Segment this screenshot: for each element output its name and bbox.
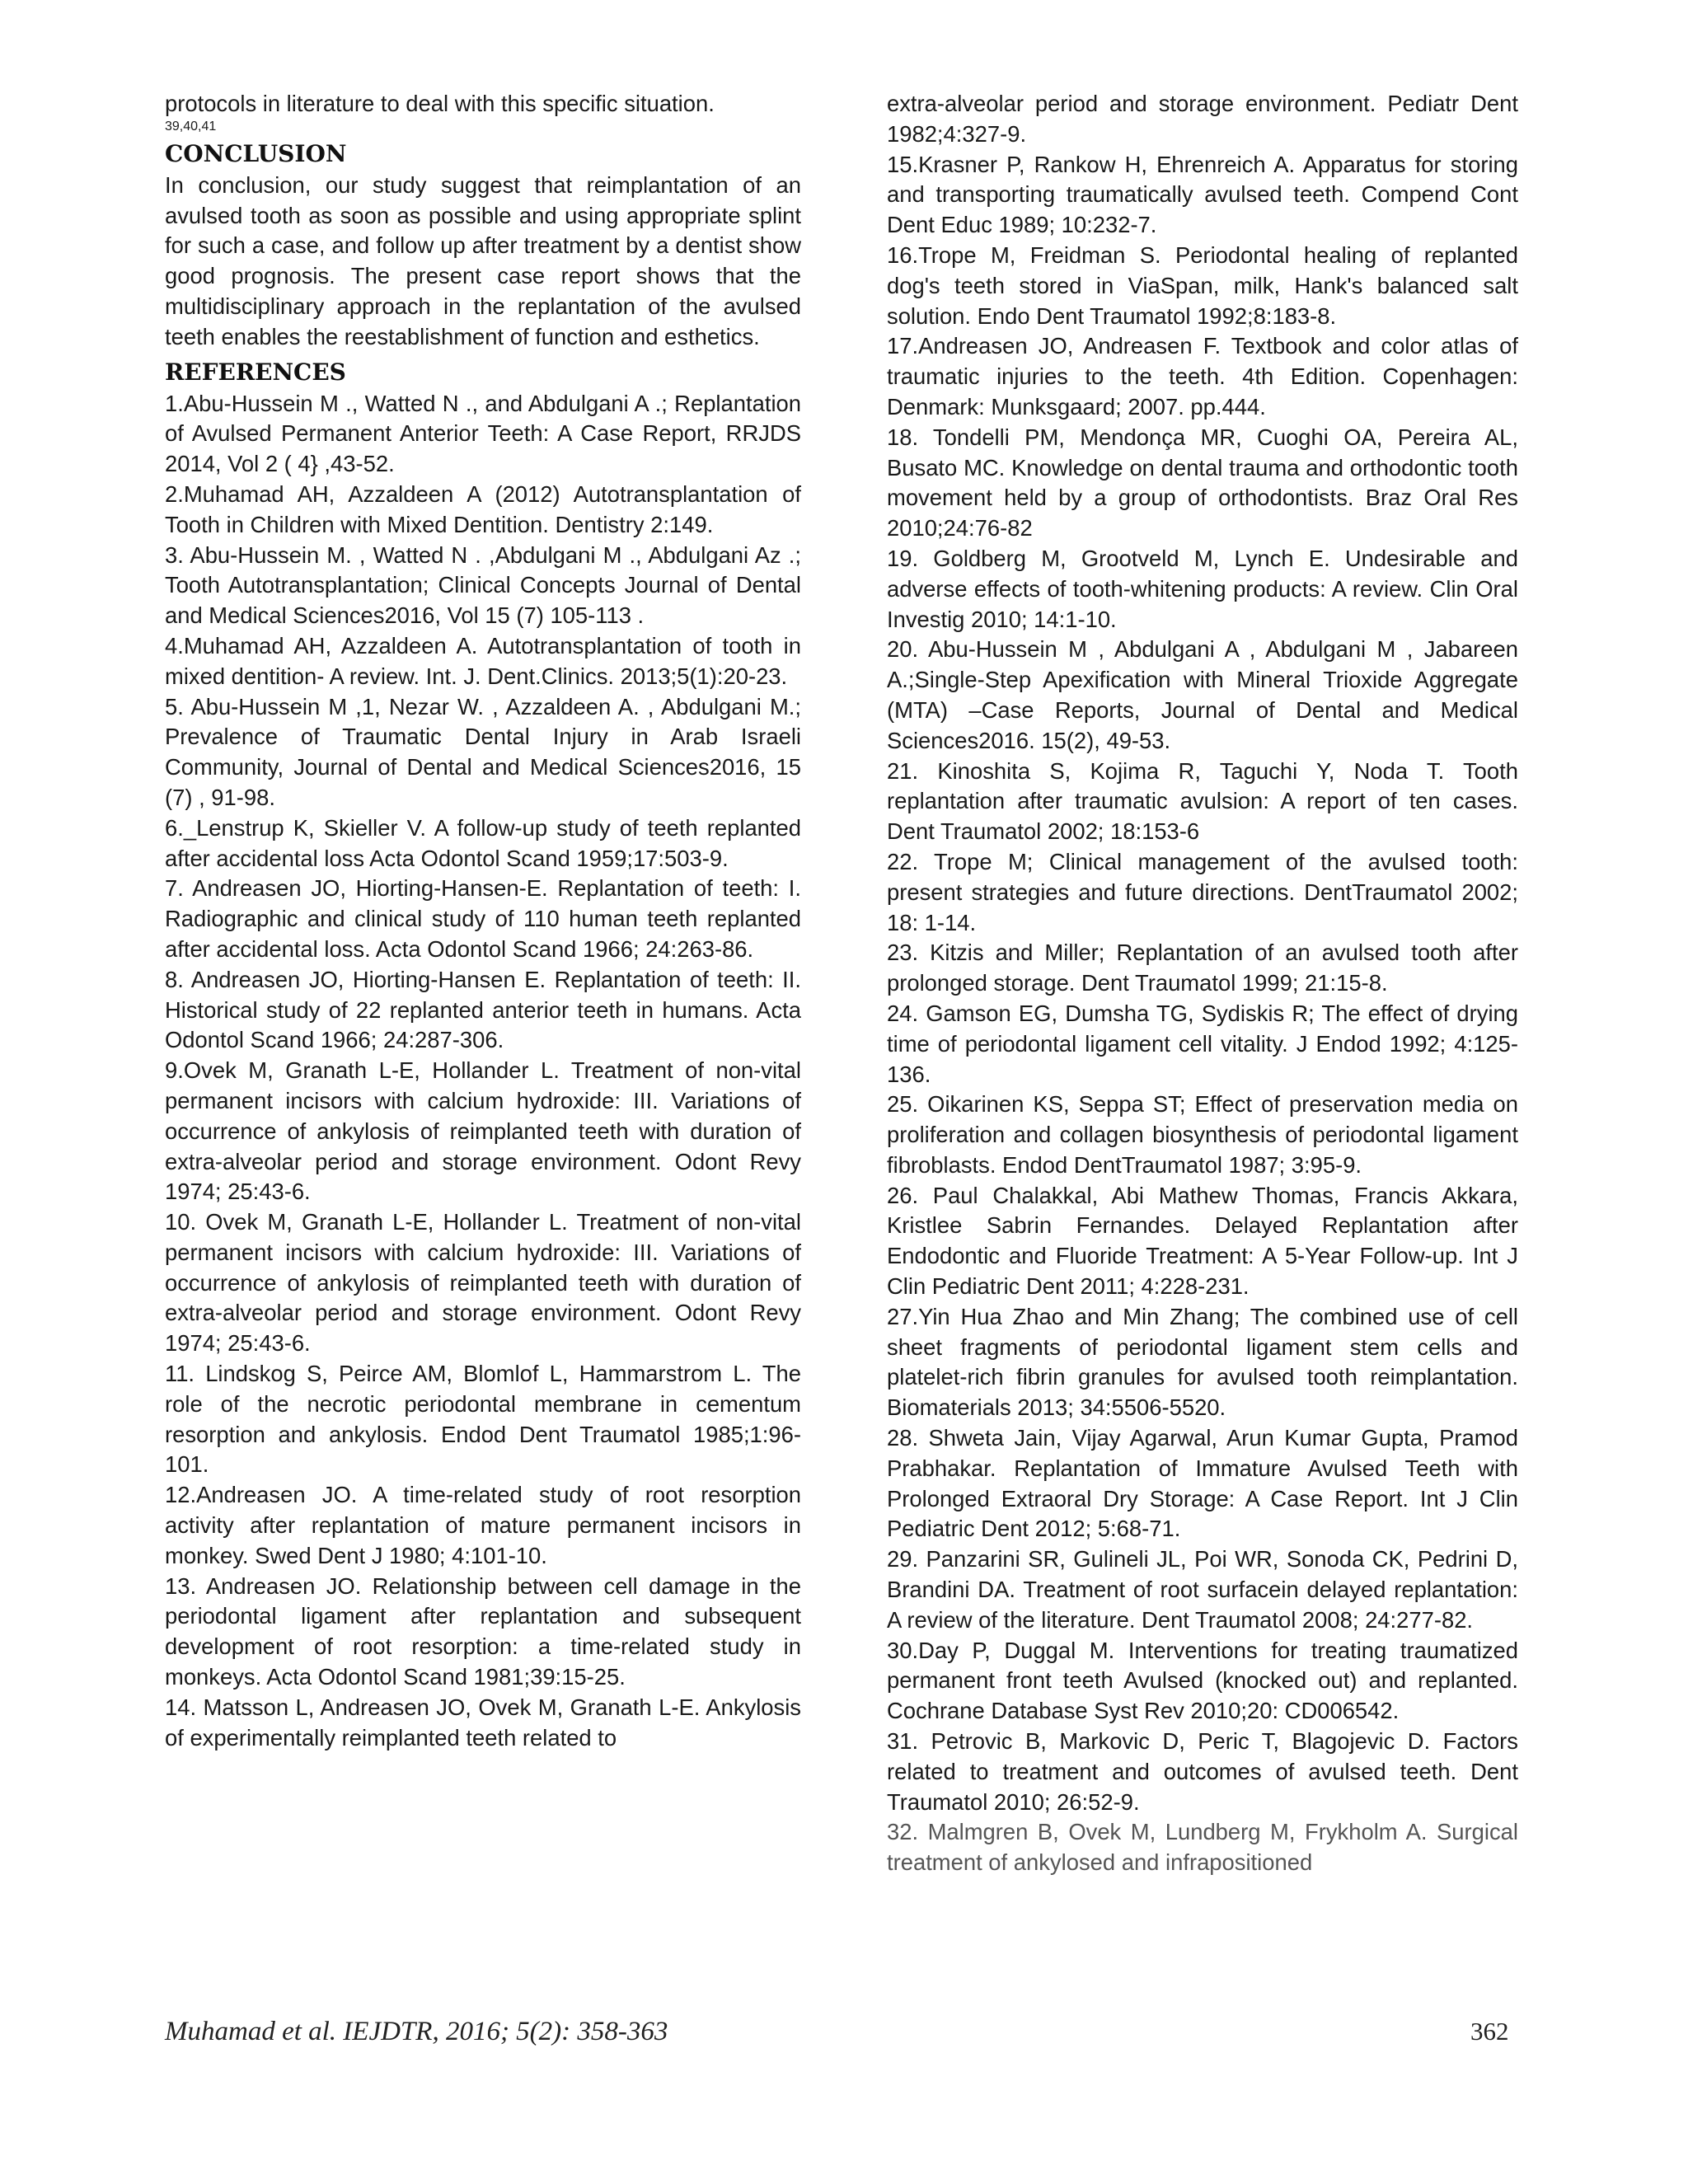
reference-item: 7. Andreasen JO, Hiorting-Hansen-E. Replantation of teeth: I. Radiographic and clinical study of 110 human teeth replanted after accidental loss. Acta Odontol Scand 1966; 24:263-86.	[165, 875, 801, 962]
right-column	[887, 89, 1518, 1878]
reference-item: extra-alveolar period and storage environment. Pediatr Dent 1982;4:327-9.	[887, 91, 1518, 147]
reference-item: 23. Kitzis and Miller; Replantation of an avulsed tooth after prolonged storage. Dent Traumatol 1999; 21:15-8.	[887, 940, 1518, 996]
reference-item: 3. Abu-Hussein M. , Watted N . ,Abdulgani M ., Abdulgani Az .; Tooth Autotransplantation; Clinical Concepts Journal of Dental and Medical Sciences2016, Vol 15 (7) 105-113 .	[165, 541, 801, 629]
reference-item: 30.Day P, Duggal M. Interventions for treating traumatized permanent front teeth Avulsed (knocked out) and replanted. Cochrane Database Syst Rev 2010;20: CD006542.	[887, 1637, 1518, 1724]
reference-item: 20. Abu-Hussein M , Abdulgani A , Abdulgani M , Jabareen A.;Single-Step Apexification with Mineral Trioxide Aggregate (MTA) –Case Reports, Journal of Dental and Medical Sciences2016. 15(2), 49-53.	[887, 636, 1518, 753]
intro-citation: 39,40,41	[165, 119, 217, 134]
reference-item: 32. Malmgren B, Ovek M, Lundberg M, Frykholm A. Surgical treatment of ankylosed and infrapositioned	[887, 1819, 1518, 1876]
reference-item: 11. Lindskog S, Peirce AM, Blomlof L, Hammarstrom L. The role of the necrotic periodontal membrane in cementum resorption and ankylosis. Endod Dent Traumatol 1985;1:96-101.	[165, 1361, 801, 1478]
reference-item: 10. Ovek M, Granath L-E, Hollander L. Treatment of non-vital permanent incisors with calcium hydroxide: III. Variations of occurrence of ankylosis of reimplanted teeth with duration of extra-alveolar period and storage environment. Odont Revy 1974; 25:43-6.	[165, 1209, 801, 1357]
reference-item: 17.Andreasen JO, Andreasen F. Textbook and color atlas of traumatic injuries to the teeth. 4th Edition. Copenhagen: Denmark: Munksgaard; 2007. pp.444.	[887, 333, 1518, 419]
references-heading: REFERENCES	[165, 358, 346, 386]
intro-paragraph: protocols in literature to deal with this specific situation.	[165, 91, 715, 116]
reference-item: 5. Abu-Hussein M ,1, Nezar W. , Azzaldeen A. , Abdulgani M.; Prevalence of Traumatic Dental Injury in Arab Israeli Community, Journal of Dental and Medical Sciences2016, 15 (7) , 91-98.	[165, 693, 801, 810]
reference-item: 15.Krasner P, Rankow H, Ehrenreich A. Apparatus for storing and transporting traumatically avulsed teeth. Compend Cont Dent Educ 1989; 10:232-7.	[887, 151, 1518, 238]
reference-item: 8. Andreasen JO, Hiorting-Hansen E. Replantation of teeth: II. Historical study of 22 replanted anterior teeth in humans. Acta Odontol Scand 1966; 24:287-306.	[165, 966, 801, 1053]
reference-item: 19. Goldberg M, Grootveld M, Lynch E. Undesirable and adverse effects of tooth-whitening products: A review. Clin Oral Investig 2010; 14:1-10.	[887, 545, 1518, 632]
reference-item: 16.Trope M, Freidman S. Periodontal healing of replanted dog's teeth stored in ViaSpan, milk, Hank's balanced salt solution. Endo Dent Traumatol 1992;8:183-8.	[887, 241, 1518, 329]
reference-item: 28. Shweta Jain, Vijay Agarwal, Arun Kumar Gupta, Pramod Prabhakar. Replantation of Immature Avulsed Teeth with Prolonged Extraoral Dry Storage: A Case Report. Int J Clin Pediatric Dent 2012; 5:68-71.	[887, 1425, 1518, 1542]
reference-item: 13. Andreasen JO. Relationship between cell damage in the periodontal ligament after replantation and subsequent development of root resorption: a time-related study in monkeys. Acta Odontol Scand 1981;39:15-25.	[165, 1572, 801, 1690]
reference-item: 31. Petrovic B, Markovic D, Peric T, Blagojevic D. Factors related to treatment and outcomes of avulsed teeth. Dent Traumatol 2010; 26:52-9.	[887, 1728, 1518, 1815]
reference-item: 6._Lenstrup K, Skieller V. A follow-up study of teeth replanted after accidental loss Acta Odontol Scand 1959;17:503-9.	[165, 814, 801, 871]
reference-item: 4.Muhamad AH, Azzaldeen A. Autotransplantation of tooth in mixed dentition- A review. Int. J. Dent.Clinics. 2013;5(1):20-23.	[165, 632, 801, 689]
reference-item: 24. Gamson EG, Dumsha TG, Sydiskis R; The effect of drying time of periodontal ligament cell vitality. J Endod 1992; 4:125-136.	[887, 1000, 1518, 1087]
reference-item: 2.Muhamad AH, Azzaldeen A (2012) Autotransplantation of Tooth in Children with Mixed Dentition. Dentistry 2:149.	[165, 480, 801, 537]
conclusion-paragraph: In conclusion, our study suggest that reimplantation of an avulsed tooth as soon as possible and using appropriate splint for such a case, and follow up after treatment by a dentist show good prognosis. The present case report shows that the multidisciplinary approach in the replantation of the avulsed teeth enables the reestablishment of function and esthetics.	[165, 171, 801, 349]
reference-item: 18. Tondelli PM, Mendonça MR, Cuoghi OA, Pereira AL, Busato MC. Knowledge on dental trauma and orthodontic tooth movement held by a group of orthodontists. Braz Oral Res 2010;24:76-82	[887, 424, 1518, 541]
reference-item: 29. Panzarini SR, Gulineli JL, Poi WR, Sonoda CK, Pedrini D, Brandini DA. Treatment of root surfacein delayed replantation: A review of the literature. Dent Traumatol 2008; 24:277-82.	[887, 1546, 1518, 1633]
conclusion-heading: CONCLUSION	[165, 139, 347, 167]
left-column	[165, 89, 801, 1753]
reference-item: 9.Ovek M, Granath L-E, Hollander L. Treatment of non-vital permanent incisors with calcium hydroxide: III. Variations of occurrence of ankylosis of reimplanted teeth with duration of extra-alveolar period and storage environment. Odont Revy 1974; 25:43-6.	[165, 1057, 801, 1205]
reference-item: 22. Trope M; Clinical management of the avulsed tooth: present strategies and future directions. DentTraumatol 2002; 18: 1-14.	[887, 848, 1518, 935]
footer-citation: Muhamad et al. IEJDTR, 2016; 5(2): 358-363	[165, 2017, 668, 2046]
reference-item: 14. Matsson L, Andreasen JO, Ovek M, Granath L-E. Ankylosis of experimentally reimplanted teeth related to	[165, 1694, 801, 1750]
reference-item: 21. Kinoshita S, Kojima R, Taguchi Y, Noda T. Tooth replantation after traumatic avulsion: A report of ten cases. Dent Traumatol 2002; 18:153-6	[887, 757, 1518, 845]
reference-item: 25. Oikarinen KS, Seppa ST; Effect of preservation media on proliferation and collagen biosynthesis of periodontal ligament fibroblasts. Endod DentTraumatol 1987; 3:95-9.	[887, 1091, 1518, 1178]
reference-item: 1.Abu-Hussein M ., Watted N ., and Abdulgani A .; Replantation of Avulsed Permanent Anterior Teeth: A Case Report, RRJDS 2014, Vol 2 ( 4} ,43-52.	[165, 390, 801, 477]
reference-item: 26. Paul Chalakkal, Abi Mathew Thomas, Francis Akkara, Kristlee Sabrin Fernandes. Delayed Replantation after Endodontic and Fluoride Treatment: A 5-Year Follow-up. Int J Clin Pediatric Dent 2011; 4:228-231.	[887, 1182, 1518, 1300]
reference-item: 12.Andreasen JO. A time-related study of root resorption activity after replantation of mature permanent incisors in monkey. Swed Dent J 1980; 4:101-10.	[165, 1482, 801, 1568]
page-number: 362	[1470, 2017, 1509, 2046]
reference-item: 27.Yin Hua Zhao and Min Zhang; The combined use of cell sheet fragments of periodontal ligament stem cells and platelet-rich fibrin granules for avulsed tooth reimplantation. Biomaterials 2013; 34:5506-5520.	[887, 1303, 1518, 1421]
